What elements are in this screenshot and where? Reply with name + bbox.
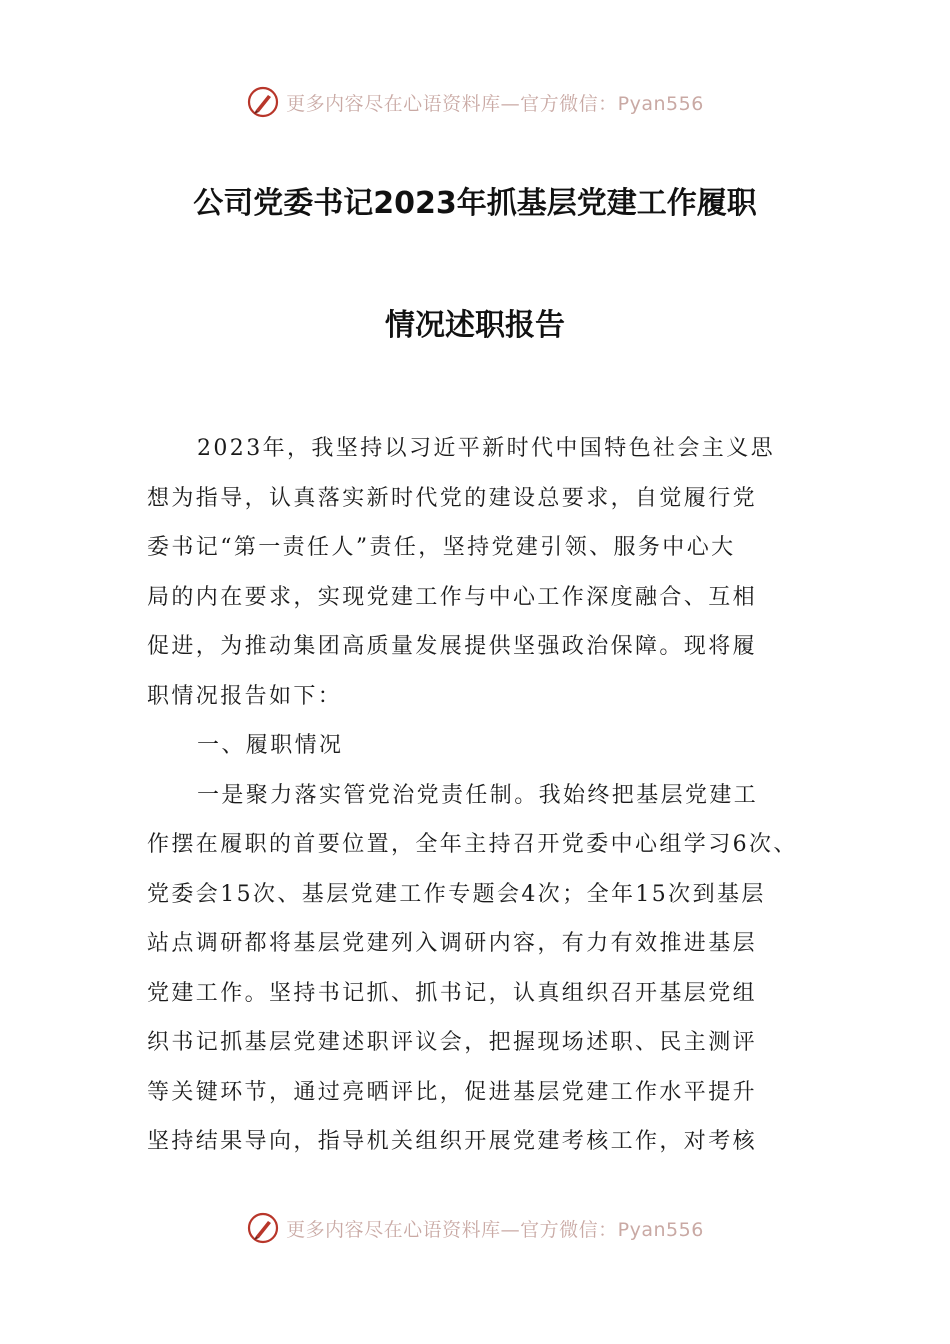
body-line: 党委会15次、基层党建工作专题会4次；全年15次到基层 [147, 881, 766, 907]
body-line: 想为指导，认真落实新时代党的建设总要求，自觉履行党 [147, 485, 758, 511]
body-line: 等关键环节，通过亮晒评比，促进基层党建工作水平提升 [147, 1079, 758, 1105]
watermark-footer [0, 1208, 950, 1248]
body-line: 坚持结果导向，指导机关组织开展党建考核工作，对考核 [147, 1129, 758, 1154]
section-heading: 一、履职情况 [197, 733, 344, 758]
body-line: 局的内在要求，实现党建工作与中心工作深度融合、互相 [147, 584, 758, 610]
document-title: 公司党委书记2023年抓基层党建工作履职 [193, 186, 757, 221]
body-line: 作摆在履职的首要位置，全年主持召开党委中心组学习6次、 [147, 832, 798, 857]
body-line: 职情况报告如下： [147, 683, 343, 709]
pen-logo-icon [246, 1211, 280, 1245]
body-line: 委书记“第一责任人”责任，坚持党建引领、服务中心大 [147, 535, 736, 560]
document-body [147, 424, 809, 1167]
watermark-text: 更多内容尽在心语资料库—官方微信：Pyan556 [286, 1218, 704, 1241]
watermark-text: 更多内容尽在心语资料库—官方微信：Pyan556 [286, 92, 704, 115]
watermark-header [0, 82, 950, 122]
body-line: 2023年，我坚持以习近平新时代中国特色社会主义思 [197, 436, 775, 461]
watermark-wechat-id: Pyan556 [617, 1218, 704, 1241]
body-line: 促进，为推动集团高质量发展提供坚强政治保障。现将履 [147, 634, 758, 659]
body-line: 党建工作。坚持书记抓、抓书记，认真组织召开基层党组 [147, 980, 758, 1006]
document-title-line2: 情况述职报告 [385, 308, 565, 343]
body-line: 织书记抓基层党建述职评议会，把握现场述职、民主测评 [147, 1030, 758, 1055]
watermark-wechat-id: Pyan556 [617, 92, 704, 115]
pen-logo-icon [246, 85, 280, 119]
body-line: 站点调研都将基层党建列入调研内容，有力有效推进基层 [147, 931, 758, 956]
body-line: 一是聚力落实管党治党责任制。我始终把基层党建工 [197, 782, 759, 808]
